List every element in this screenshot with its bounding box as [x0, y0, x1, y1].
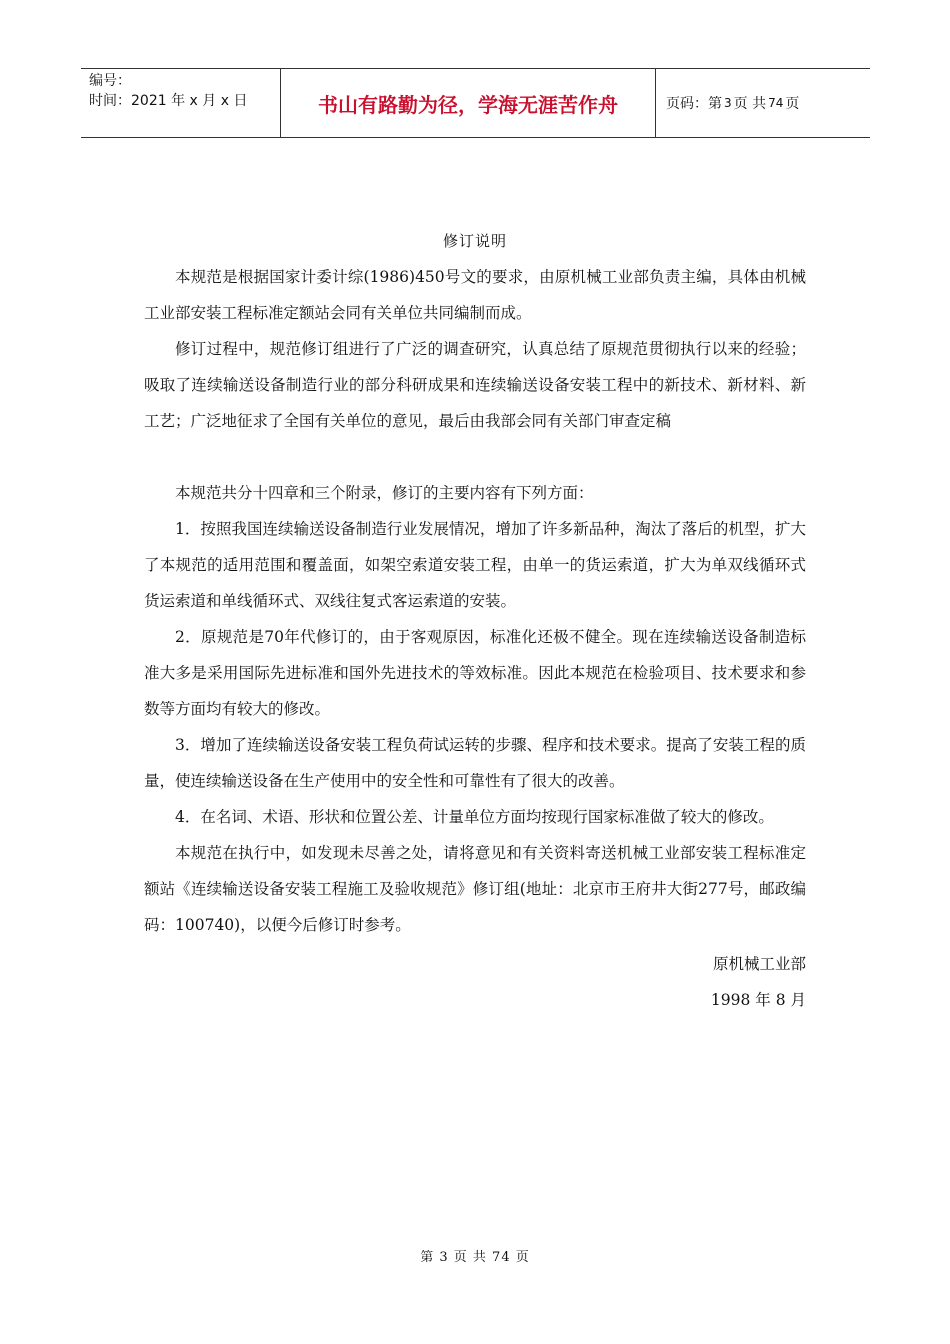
- time-line: 时间：2021 年 x 月 x 日: [89, 93, 248, 109]
- header-meta: [81, 69, 281, 137]
- list-item: 2．原规范是70年代修订的，由于客观原因，标准化还极不健全。现在连续输送设备制造标准大多是采用国际先进标准和国外先进技术的等效标准。因此本规范在检验项目、技术要求和参数等方面均有较大的修改。: [144, 628, 806, 718]
- header-motto: 书山有路勤为径，学海无涯苦作舟: [281, 69, 656, 137]
- paragraph: 本规范在执行中，如发现未尽善之处，请将意见和有关资料寄送机械工业部安装工程标准定额站《连续输送设备安装工程施工及验收规范》修订组(地址：北京市王府井大街277号，邮政编码：100740)，以便今后修订时参考。: [144, 844, 806, 934]
- list-item: 3．增加了连续输送设备安装工程负荷试运转的步骤、程序和技术要求。提高了安装工程的质量，使连续输送设备在生产使用中的安全性和可靠性有了很大的改善。: [144, 736, 806, 790]
- signature-date: 1998 年 8 月: [710, 991, 806, 1009]
- code-label: 编号：: [89, 73, 131, 89]
- signature-org: 原机械工业部: [712, 955, 806, 973]
- paragraph: 修订过程中，规范修订组进行了广泛的调查研究，认真总结了原规范贯彻执行以来的经验；吸取了连续输送设备制造行业的部分科研成果和连续输送设备安装工程中的新技术、新材料、新工艺；广泛地征求了全国有关单位的意见，最后由我部会同有关部门审查定稿: [144, 340, 806, 430]
- paragraph: 本规范共分十四章和三个附录，修订的主要内容有下列方面：: [175, 484, 594, 502]
- document-title: 修订说明: [442, 232, 507, 250]
- page-total: 74: [768, 96, 784, 110]
- document-body: [144, 259, 806, 943]
- page-suffix: 页: [785, 96, 800, 112]
- page-footer: 第 3 页 共 74 页: [420, 1250, 530, 1265]
- list-item: 4．在名词、术语、形状和位置公差、计量单位方面均按现行国家标准做了较大的修改。: [175, 808, 774, 826]
- paragraph: 本规范是根据国家计委计综(1986)450号文的要求，由原机械工业部负责主编，具体由机械工业部安装工程标准定额站会同有关单位共同编制而成。: [144, 268, 806, 322]
- page-prefix: 页码：第: [666, 96, 722, 112]
- page-current: 3: [724, 96, 732, 110]
- list-item: 1．按照我国连续输送设备制造行业发展情况，增加了许多新品种，淘汰了落后的机型，扩大了本规范的适用范围和覆盖面，如架空索道安装工程，由单一的货运索道，扩大为单双线循环式货运索道和单线循环式、双线往复式客运索道的安装。: [144, 520, 806, 610]
- page-mid: 页 共: [733, 96, 767, 112]
- header-table: [81, 68, 870, 138]
- header-page-number: [656, 69, 870, 137]
